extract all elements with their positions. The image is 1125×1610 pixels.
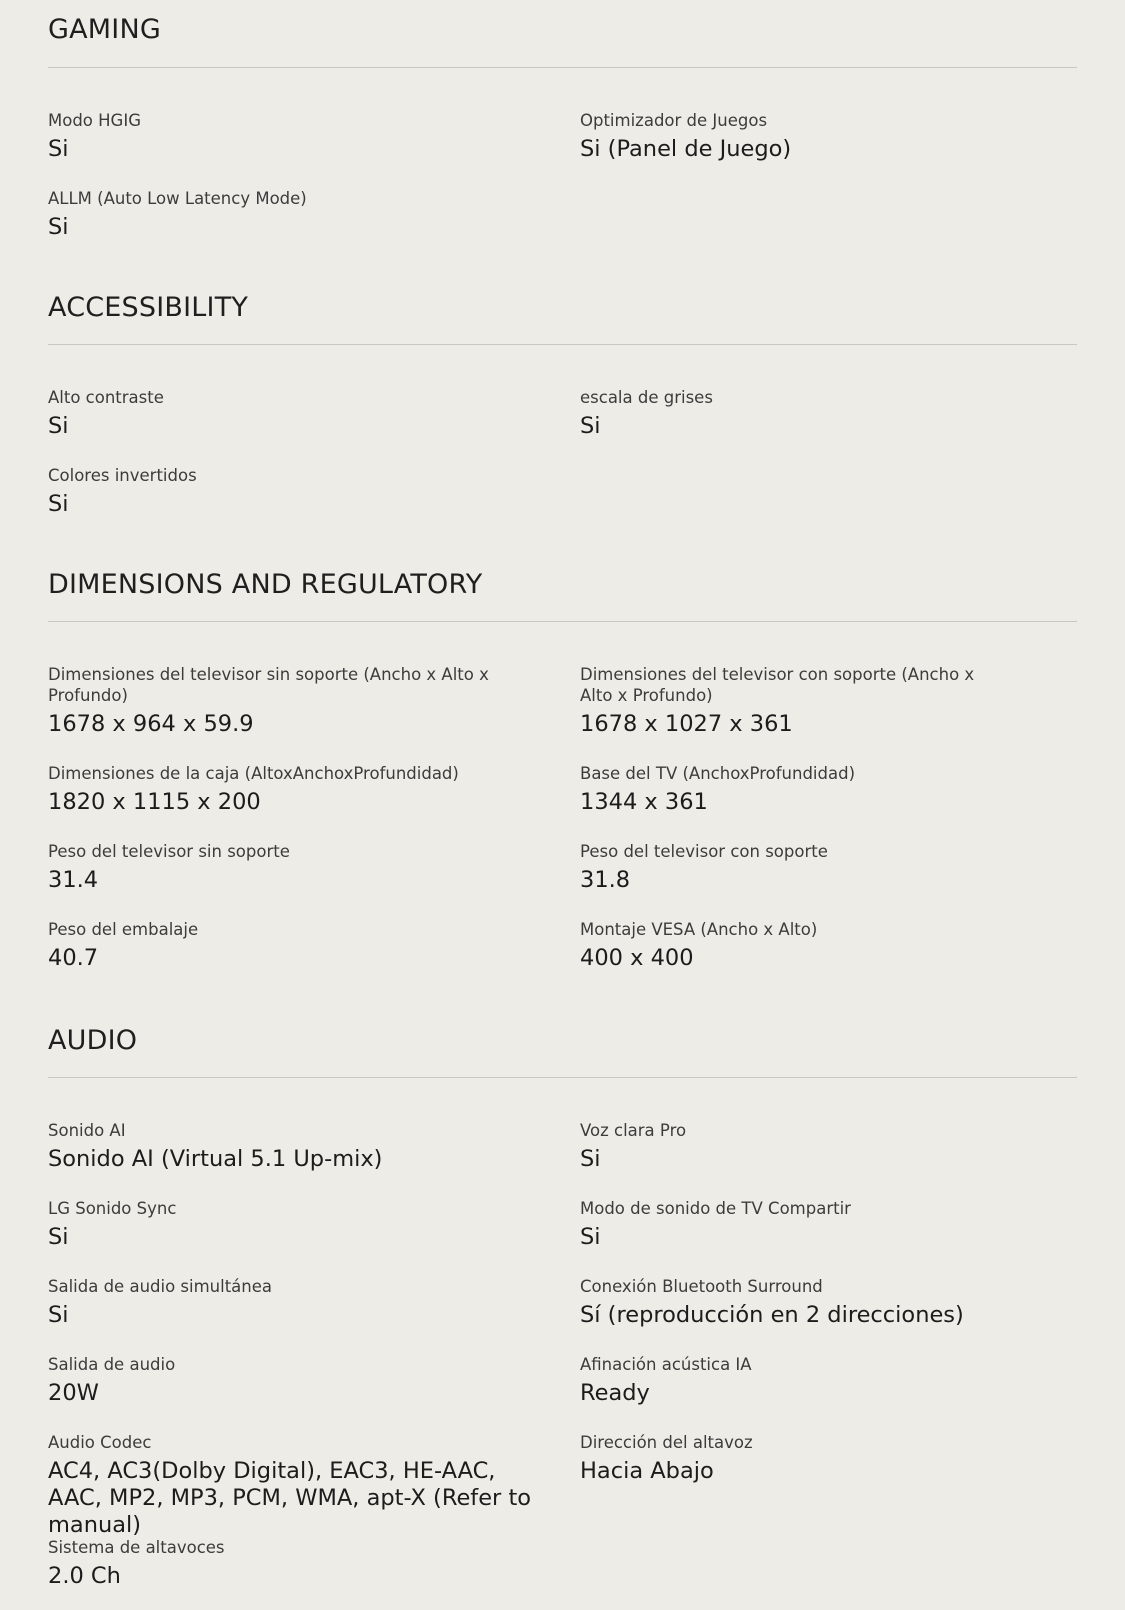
section-dimensions — [48, 569, 1077, 971]
spec-vesa — [580, 919, 1060, 972]
spec-label: Optimizador de Juegos — [580, 111, 768, 130]
spec-hgig — [48, 110, 528, 163]
section-divider — [48, 621, 1077, 622]
spec-codec — [48, 1432, 548, 1539]
spec-weight-no-stand — [48, 841, 528, 894]
spec-inverted-colors — [48, 465, 528, 518]
spec-speaker-direction — [580, 1432, 1060, 1485]
section-title-audio: AUDIO — [48, 1025, 138, 1056]
spec-label: Base del TV (AnchoxProfundidad) — [580, 764, 856, 783]
spec-label: LG Sonido Sync — [48, 1199, 177, 1218]
spec-value: Si — [48, 1224, 69, 1250]
spec-audio-output — [48, 1354, 528, 1407]
section-divider — [48, 67, 1077, 68]
spec-tv-no-stand — [48, 664, 548, 738]
spec-packing-weight — [48, 919, 528, 972]
spec-label: Salida de audio simultánea — [48, 1277, 273, 1296]
spec-value: Si — [580, 413, 601, 439]
spec-clear-voice — [580, 1120, 1060, 1173]
spec-ai-sound — [48, 1120, 528, 1173]
spec-label: Sistema de altavoces — [48, 1538, 225, 1557]
spec-label: Colores invertidos — [48, 466, 197, 485]
spec-label: Audio Codec — [48, 1433, 152, 1452]
spec-label: Peso del televisor con soporte — [580, 842, 828, 861]
spec-value: 31.8 — [580, 867, 631, 893]
spec-value: Si — [580, 1224, 601, 1250]
spec-label: Salida de audio — [48, 1355, 176, 1374]
section-accessibility — [48, 292, 1077, 517]
spec-allm — [48, 188, 528, 241]
spec-label: Dimensiones del televisor con soporte (Ancho x Alto x Profundo) — [580, 665, 975, 705]
spec-value: 1820 x 1115 x 200 — [48, 789, 261, 815]
spec-label: Montaje VESA (Ancho x Alto) — [580, 920, 818, 939]
spec-value: Si — [48, 1302, 69, 1328]
spec-label: Modo HGIG — [48, 111, 141, 130]
spec-value: Sí (reproducción en 2 direcciones) — [580, 1302, 964, 1328]
spec-value: Si — [48, 136, 69, 162]
section-title-gaming: GAMING — [48, 14, 161, 45]
spec-label: Peso del televisor sin soporte — [48, 842, 290, 861]
spec-value: Si — [48, 214, 69, 240]
spec-value: Hacia Abajo — [580, 1458, 714, 1484]
section-gaming — [48, 14, 1077, 240]
spec-sound-share — [580, 1198, 1060, 1251]
spec-grayscale — [580, 387, 1060, 440]
spec-value: Si — [48, 413, 69, 439]
section-title-accessibility: ACCESSIBILITY — [48, 292, 249, 323]
spec-label: Afinación acústica IA — [580, 1355, 752, 1374]
spec-simultaneous-output — [48, 1276, 528, 1329]
spec-value: AC4, AC3(Dolby Digital), EAC3, HE-AAC, AAC, MP2, MP3, PCM, WMA, apt-X (Refer to manual) — [48, 1458, 532, 1538]
spec-label: escala de grises — [580, 388, 713, 407]
spec-ai-tuning — [580, 1354, 1060, 1407]
section-title-dimensions: DIMENSIONS AND REGULATORY — [48, 569, 483, 600]
spec-value: Si — [48, 491, 69, 517]
spec-label: Dimensiones de la caja (AltoxAnchoxProfundidad) — [48, 764, 459, 783]
spec-tv-with-stand — [580, 664, 1010, 738]
spec-bt-surround — [580, 1276, 1060, 1329]
spec-high-contrast — [48, 387, 528, 440]
section-divider — [48, 344, 1077, 345]
spec-label: Sonido AI — [48, 1121, 126, 1140]
spec-label: ALLM (Auto Low Latency Mode) — [48, 189, 307, 208]
spec-label: Alto contraste — [48, 388, 164, 407]
spec-value: 400 x 400 — [580, 945, 694, 971]
spec-value: 20W — [48, 1380, 99, 1406]
spec-label: Voz clara Pro — [580, 1121, 687, 1140]
section-divider — [48, 1077, 1077, 1078]
spec-value: Ready — [580, 1380, 650, 1406]
spec-value: 40.7 — [48, 945, 99, 971]
spec-label: Modo de sonido de TV Compartir — [580, 1199, 851, 1218]
spec-value: 1678 x 964 x 59.9 — [48, 711, 254, 737]
spec-label: Peso del embalaje — [48, 920, 199, 939]
spec-sound-sync — [48, 1198, 528, 1251]
spec-tv-base — [580, 763, 1060, 816]
spec-value: Sonido AI (Virtual 5.1 Up-mix) — [48, 1146, 383, 1172]
spec-weight-with-stand — [580, 841, 1060, 894]
spec-label: Dimensiones del televisor sin soporte (Ancho x Alto x Profundo) — [48, 665, 489, 705]
spec-value: Si — [580, 1146, 601, 1172]
spec-value: 2.0 Ch — [48, 1563, 121, 1589]
spec-value: Si (Panel de Juego) — [580, 136, 792, 162]
spec-speaker-system — [48, 1537, 528, 1590]
spec-label: Conexión Bluetooth Surround — [580, 1277, 823, 1296]
spec-value: 1678 x 1027 x 361 — [580, 711, 793, 737]
spec-label: Dirección del altavoz — [580, 1433, 753, 1452]
spec-game-optimizer — [580, 110, 1060, 163]
spec-box — [48, 763, 528, 816]
spec-value: 31.4 — [48, 867, 99, 893]
section-audio — [48, 1025, 1077, 1589]
spec-value: 1344 x 361 — [580, 789, 708, 815]
